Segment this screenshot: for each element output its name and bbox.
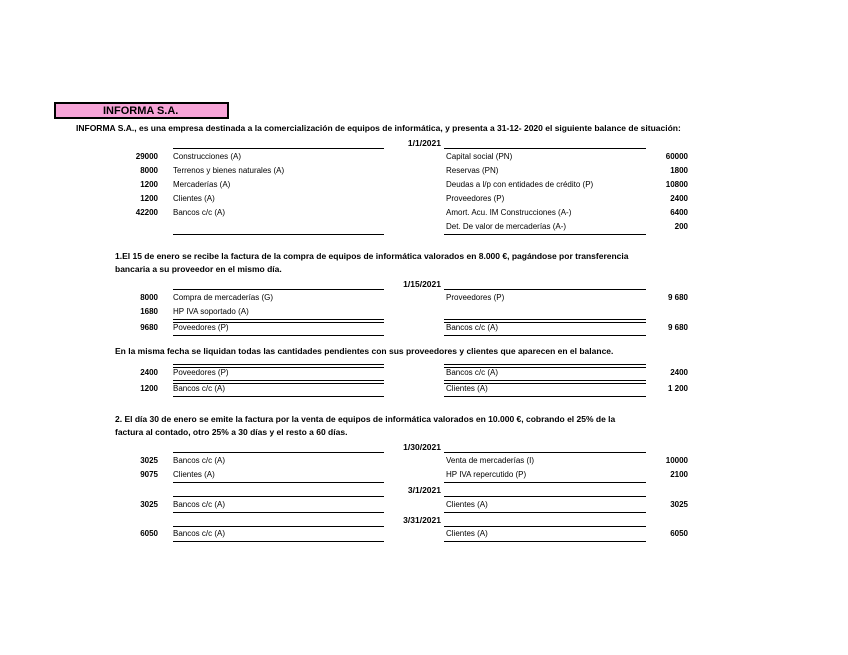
- balance-row: [108, 152, 708, 165]
- debit-account: Clientes (A): [173, 194, 215, 203]
- credit-account: Deudas a l/p con entidades de crédito (P): [446, 180, 594, 189]
- credit-amount: 10000: [665, 456, 688, 465]
- balance-row: [108, 208, 708, 221]
- op1-text: 1.El 15 de enero se recibe la factura de la compra de equipos de informática valorados en 8.000 €, pagándose por transferencia: [115, 251, 629, 261]
- credit-account: Proveedores (P): [446, 194, 505, 203]
- credit-account: Bancos c/c (A): [446, 368, 499, 377]
- debit-amount: 8000: [140, 293, 158, 302]
- debit-amount: 6050: [140, 529, 158, 538]
- divider: [173, 541, 384, 542]
- credit-amount: 60000: [665, 152, 688, 161]
- credit-account: Reservas (PN): [446, 166, 499, 175]
- op1-date: 1/15/2021: [403, 279, 441, 289]
- divider: [173, 496, 384, 497]
- debit-account: Terrenos y bienes naturales (A): [173, 166, 285, 175]
- debit-amount: 1200: [140, 384, 158, 393]
- credit-account: Det. De valor de mercaderías (A-): [446, 222, 567, 231]
- divider: [173, 452, 384, 453]
- credit-account: HP IVA repercutido (P): [446, 470, 527, 479]
- debit-account: Construcciones (A): [173, 152, 242, 161]
- op2-text: 2. El día 30 de enero se emite la factura por la venta de equipos de informática valorados en 10.000 €, cobrando el 25% de la: [115, 414, 616, 424]
- divider: [173, 148, 384, 149]
- op1-text: bancaria a su proveedor en el mismo día.: [115, 264, 282, 274]
- credit-account: Proveedores (P): [446, 293, 505, 302]
- divider: [444, 482, 646, 483]
- intro-text: INFORMA S.A., es una empresa destinada a la comercialización de equipos de informática, y presenta a 31-12- 2020 el siguiente balance de situación:: [76, 123, 681, 133]
- divider: [444, 526, 646, 527]
- op2-date: 1/30/2021: [403, 442, 441, 452]
- divider: [173, 289, 384, 290]
- divider: [444, 452, 646, 453]
- credit-account: Clientes (A): [446, 384, 488, 393]
- debit-account: Mercaderías (A): [173, 180, 231, 189]
- balance-date: 1/1/2021: [407, 138, 441, 148]
- credit-amount: 9 680: [667, 323, 688, 332]
- balance-row: [108, 194, 708, 207]
- debit-amount: 8000: [140, 166, 158, 175]
- divider: [444, 396, 646, 397]
- company-title: INFORMA S.A.: [54, 102, 229, 119]
- debit-amount: 1680: [140, 307, 158, 316]
- credit-amount: 6400: [670, 208, 688, 217]
- debit-amount: 3025: [140, 456, 158, 465]
- divider: [444, 148, 646, 149]
- debit-account: Poveedores (P): [173, 368, 229, 377]
- credit-amount: 2100: [670, 470, 688, 479]
- debit-amount: 42200: [135, 208, 158, 217]
- credit-account: Clientes (A): [446, 529, 488, 538]
- debit-account: Bancos c/c (A): [173, 208, 226, 217]
- divider: [444, 496, 646, 497]
- credit-amount: 200: [674, 222, 688, 231]
- credit-amount: 1 200: [667, 384, 688, 393]
- debit-amount: 9680: [140, 323, 158, 332]
- credit-account: Amort. Acu. IM Construcciones (A-): [446, 208, 572, 217]
- divider: [444, 289, 646, 290]
- op2-text: factura al contado, otro 25% a 30 días y el resto a 60 días.: [115, 427, 348, 437]
- debit-account: Clientes (A): [173, 470, 215, 479]
- credit-amount: 3025: [670, 500, 688, 509]
- credit-amount: 9 680: [667, 293, 688, 302]
- credit-amount: 10800: [665, 180, 688, 189]
- credit-account: Bancos c/c (A): [446, 323, 499, 332]
- divider: [173, 234, 384, 235]
- divider: [444, 335, 646, 336]
- credit-amount: 2400: [670, 368, 688, 377]
- divider: [444, 234, 646, 235]
- divider: [444, 541, 646, 542]
- debit-amount: 1200: [140, 180, 158, 189]
- debit-account: Bancos c/c (A): [173, 384, 226, 393]
- credit-amount: 1800: [670, 166, 688, 175]
- debit-account: Bancos c/c (A): [173, 500, 226, 509]
- debit-amount: 9075: [140, 470, 158, 479]
- divider: [173, 526, 384, 527]
- credit-amount: 2400: [670, 194, 688, 203]
- credit-account: Venta de mercaderías (I): [446, 456, 535, 465]
- credit-account: Clientes (A): [446, 500, 488, 509]
- debit-amount: 3025: [140, 500, 158, 509]
- debit-account: Compra de mercaderías (G): [173, 293, 274, 302]
- entry-row: [108, 456, 708, 469]
- debit-account: Bancos c/c (A): [173, 456, 226, 465]
- debit-account: Poveedores (P): [173, 323, 229, 332]
- balance-row: [108, 180, 708, 193]
- op1-settlement-text: En la misma fecha se liquidan todas las cantidades pendientes con sus proveedores y clientes que aparecen en el balance.: [115, 346, 614, 356]
- op2-date: 3/1/2021: [407, 485, 441, 495]
- divider: [173, 396, 384, 397]
- debit-account: Bancos c/c (A): [173, 529, 226, 538]
- debit-amount: 29000: [135, 152, 158, 161]
- divider: [173, 482, 384, 483]
- debit-amount: 1200: [140, 194, 158, 203]
- credit-amount: 6050: [670, 529, 688, 538]
- divider: [444, 512, 646, 513]
- debit-account: HP IVA soportado (A): [173, 307, 249, 316]
- credit-account: Capital social (PN): [446, 152, 513, 161]
- entry-row: [108, 293, 708, 306]
- balance-row: [108, 166, 708, 179]
- op2-date: 3/31/2021: [403, 515, 441, 525]
- divider: [173, 335, 384, 336]
- debit-amount: 2400: [140, 368, 158, 377]
- divider: [173, 512, 384, 513]
